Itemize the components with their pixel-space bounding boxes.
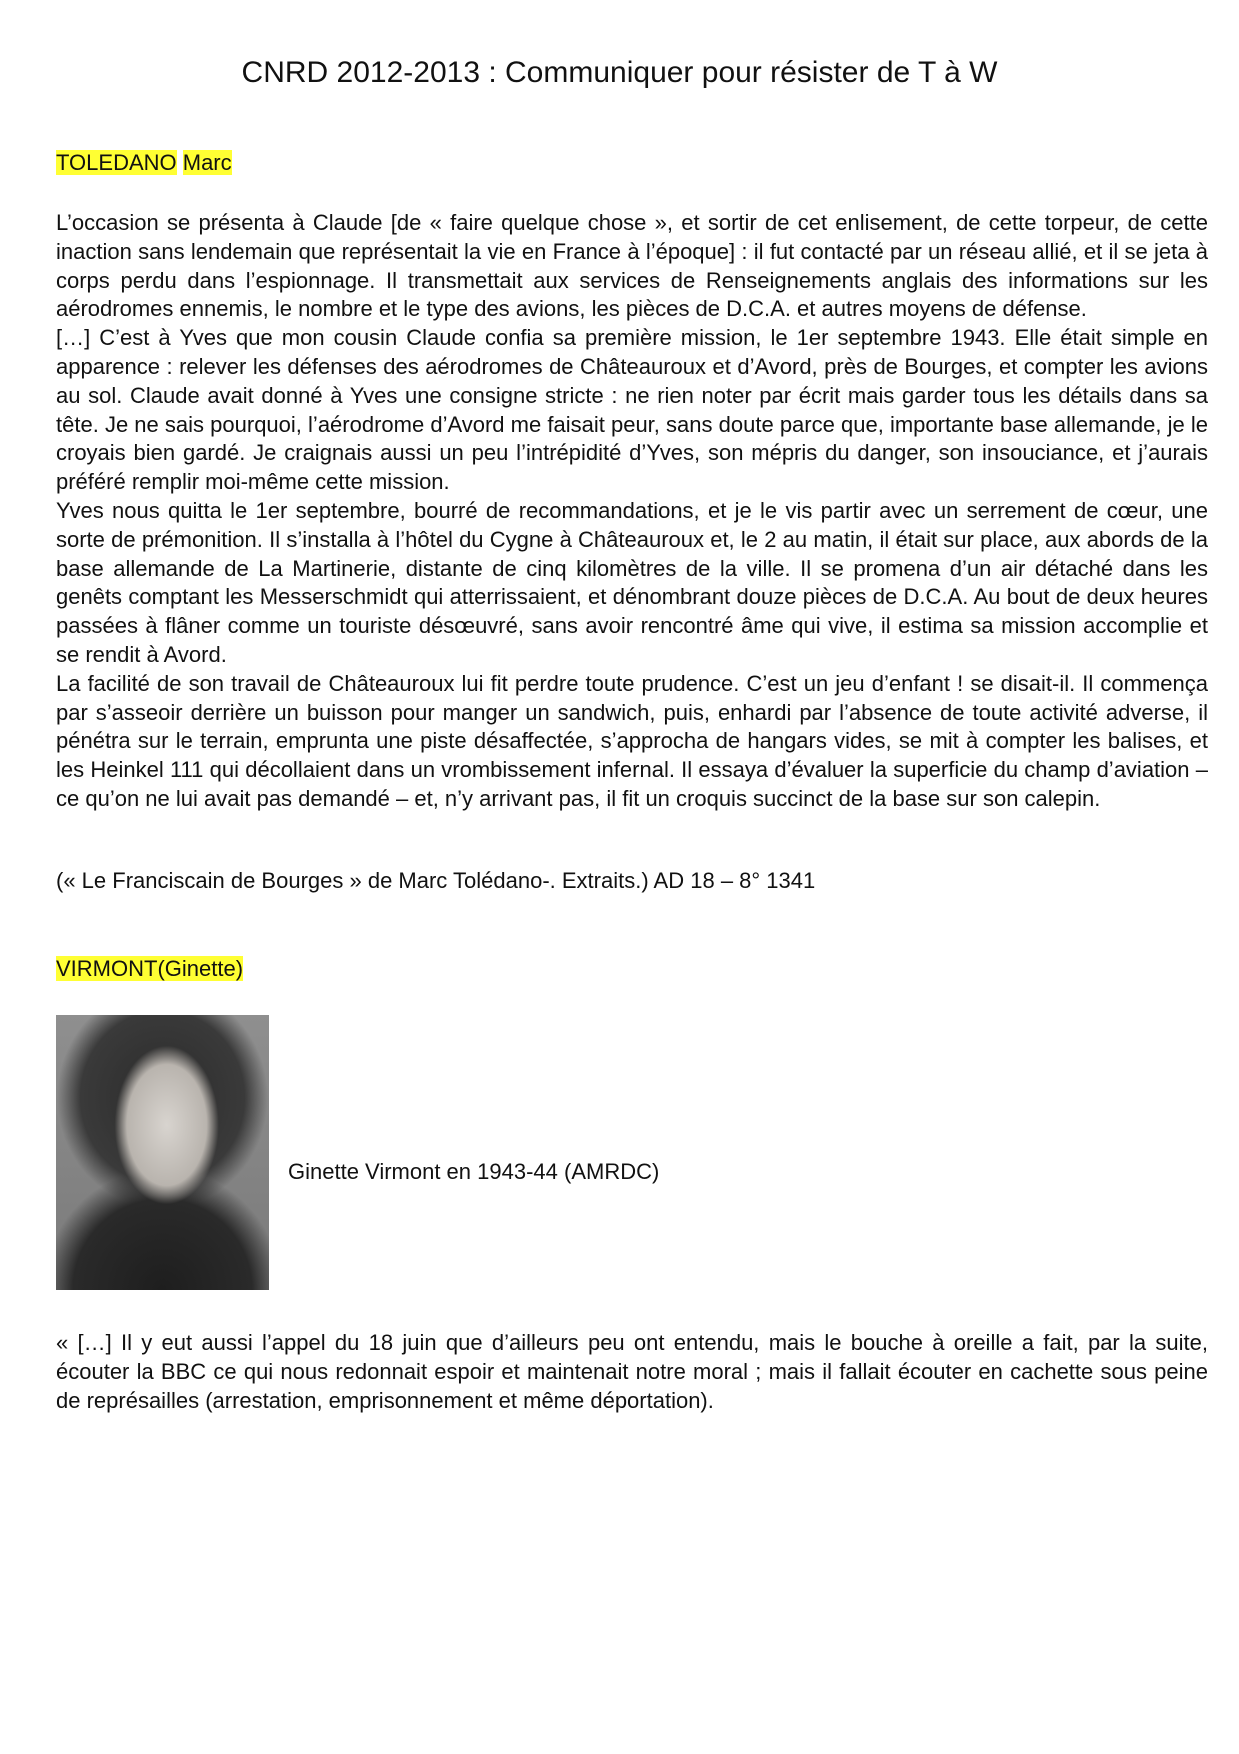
paragraph: La facilité de son travail de Châteauroux lui fit perdre toute prudence. C’est un jeu d’enfant ! se disait-il. Il commença par s’asseoir derrière un buisson pour manger un sandwich, puis, enhardi par l’absence de toute activité adverse, il pénétra sur le terrain, emprunta une piste désaffectée, s’approcha de hangars vides, se mit à compter les balises, et les Heinkel 111 qui décollaient dans un vrombissement infernal. Il essaya d’évaluer la superficie du champ d’aviation – ce qu’on ne lui avait pas demandé – et, n’y arrivant pas, il fit un croquis succinct de la base sur son calepin. (56, 670, 1208, 811)
quote-virmont (56, 1329, 1208, 1415)
portrait-photo (56, 1015, 269, 1290)
paragraph: Yves nous quitta le 1er septembre, bourré de recommandations, et je le vis partir avec un serrement de cœur, une sorte de prémonition. Il s’installa à l’hôtel du Cygne à Châteauroux et, le 2 au matin, il était sur place, aux abords de la base allemande de La Martinerie, distante de cinq kilomètres de la ville. Il se promena d’un air détaché dans les genêts comptant les Messerschmidt qui atterrissaient, et dénombrant douze pièces de D.C.A. Au bout de deux heures passées à flâner comme un touriste désœuvré, sans avoir rencontré âme qui vive, il estima sa mission accomplie et se rendit à Avord. (56, 497, 1208, 667)
heading-last-name: TOLEDANO (56, 150, 177, 175)
excerpt-toledano (56, 209, 1208, 814)
paragraph: […] C’est à Yves que mon cousin Claude confia sa première mission, le 1er septembre 1943. Elle était simple en apparence : relever les défenses des aérodromes de Châteauroux et d’Avord, près de Bourges, et compter les avions au sol. Claude avait donné à Yves une consigne stricte : ne rien noter par écrit mais garder tous les détails dans sa tête. Je ne sais pourquoi, l’aérodrome d’Avord me faisait peur, sans doute parce que, importante base allemande, je le croyais bien gardé. Je craignais aussi un peu l’intrépidité d’Yves, son mépris du danger, son insouciance, et j’aurais préféré remplir moi-même cette mission. (56, 325, 1208, 495)
paragraph: L’occasion se présenta à Claude [de « faire quelque chose », et sortir de cet enlisement, de cette torpeur, de cette inaction sans lendemain que représentait la vie en France à l’époque] : il fut contacté par un réseau allié, et il se jeta à corps perdu dans l’espionnage. Il transmettait aux services de Renseignements anglais des informations sur les aérodromes ennemis, le nombre et le type des avions, les pièces de D.C.A. et autres moyens de défense. (56, 210, 1208, 322)
heading-first-name: Marc (182, 150, 232, 175)
photo-caption: Ginette Virmont en 1943-44 (AMRDC) (288, 1159, 660, 1184)
section-heading-virmont (56, 956, 243, 982)
section-heading-toledano (56, 150, 232, 176)
paragraph: « […] Il y eut aussi l’appel du 18 juin que d’ailleurs peu ont entendu, mais le bouche à oreille a fait, par la suite, écouter la BBC ce qui nous redonnait espoir et maintenait notre moral ; mais il fallait écouter en cachette sous peine de représailles (arrestation, emprisonnement et même déportation). (56, 1330, 1208, 1413)
heading-last-name: VIRMONT (56, 956, 158, 981)
source-citation: (« Le Franciscain de Bourges » de Marc Tolédano-. Extraits.) AD 18 – 8° 1341 (56, 868, 816, 893)
page-title: CNRD 2012-2013 : Communiquer pour résister de T à W (241, 56, 998, 89)
heading-first-name: (Ginette) (157, 956, 244, 981)
